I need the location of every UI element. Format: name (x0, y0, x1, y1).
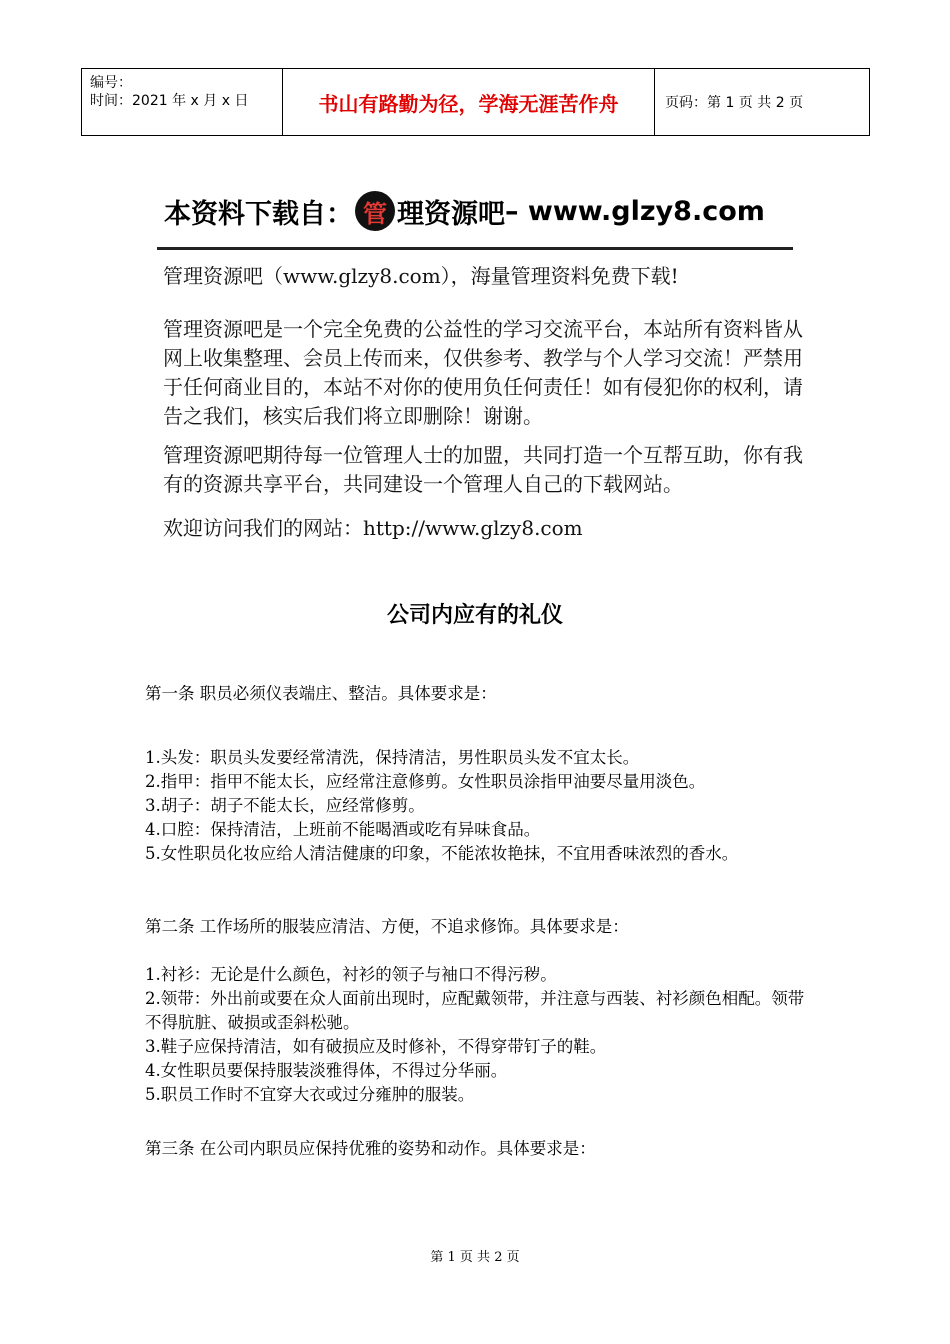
header-motto: 书山有路勤为径，学海无涯苦作舟 (283, 69, 655, 135)
site-logo-icon: 管 (355, 191, 395, 231)
list-item: 5.职员工作时不宜穿大衣或过分雍肿的服装。 (145, 1085, 475, 1104)
banner-site-name: 理资源吧 (397, 198, 505, 230)
section-1-list (145, 746, 805, 866)
ad-line-4: 欢迎访问我们的网站：http://www.glzy8.com (163, 516, 583, 540)
header-meta (82, 69, 283, 135)
banner-divider (157, 247, 793, 250)
list-item: 2.指甲：指甲不能太长，应经常注意修剪。女性职员涂指甲油要尽量用淡色。 (145, 772, 706, 791)
page-footer: 第 1 页 共 2 页 (430, 1250, 520, 1265)
ad-paragraph-3: 管理资源吧期待每一位管理人士的加盟，共同打造一个互帮互助，你有我有的资源共享平台，共同建设一个管理人自己的下载网站。 (163, 443, 803, 496)
list-item: 4.口腔：保持清洁，上班前不能喝酒或吃有异味食品。 (145, 820, 541, 839)
ad-line-1: 管理资源吧（www.glzy8.com），海量管理资料免费下载! (163, 264, 679, 288)
header-page-label: 页码：第 1 页 共 2 页 (665, 95, 804, 111)
list-item: 4.女性职员要保持服装淡雅得体，不得过分华丽。 (145, 1061, 508, 1080)
section-2-heading: 第二条 工作场所的服装应清洁、方便，不追求修饰。具体要求是： (145, 917, 629, 936)
banner-suffix: – www.glzy8.com (505, 195, 765, 227)
section-1-heading: 第一条 职员必须仪表端庄、整洁。具体要求是： (145, 684, 497, 703)
number-label: 编号： (90, 75, 132, 91)
banner-prefix: 本资料下载自： (164, 198, 353, 230)
document-title: 公司内应有的礼仪 (386, 602, 563, 628)
download-banner (164, 188, 765, 234)
section-3-heading: 第三条 在公司内职员应保持优雅的姿势和动作。具体要求是： (145, 1139, 596, 1158)
time-label: 时间：2021 年 x 月 x 日 (90, 93, 249, 109)
list-item: 5.女性职员化妆应给人清洁健康的印象，不能浓妆艳抹，不宜用香味浓烈的香水。 (145, 844, 739, 863)
ad-paragraph-2: 管理资源吧是一个完全免费的公益性的学习交流平台，本站所有资料皆从网上收集整理、会员上传而来，仅供参考、教学与个人学习交流！严禁用于任何商业目的，本站不对你的使用负任何责任！如有侵犯你的权利，请告之我们，核实后我们将立即删除！谢谢。 (163, 317, 803, 428)
list-item: 1.头发：职员头发要经常清洗，保持清洁，男性职员头发不宜太长。 (145, 748, 640, 767)
list-item: 3.鞋子应保持清洁，如有破损应及时修补，不得穿带钉子的鞋。 (145, 1037, 607, 1056)
list-item: 2.领带：外出前或要在众人面前出现时，应配戴领带，并注意与西装、衬衫颜色相配。领带不得肮脏、破损或歪斜松驰。 (145, 989, 805, 1032)
section-2-list (145, 963, 805, 1107)
list-item: 1.衬衫：无论是什么颜色，衬衫的领子与袖口不得污秽。 (145, 965, 557, 984)
list-item: 3.胡子：胡子不能太长，应经常修剪。 (145, 796, 425, 815)
document-header (81, 68, 870, 136)
